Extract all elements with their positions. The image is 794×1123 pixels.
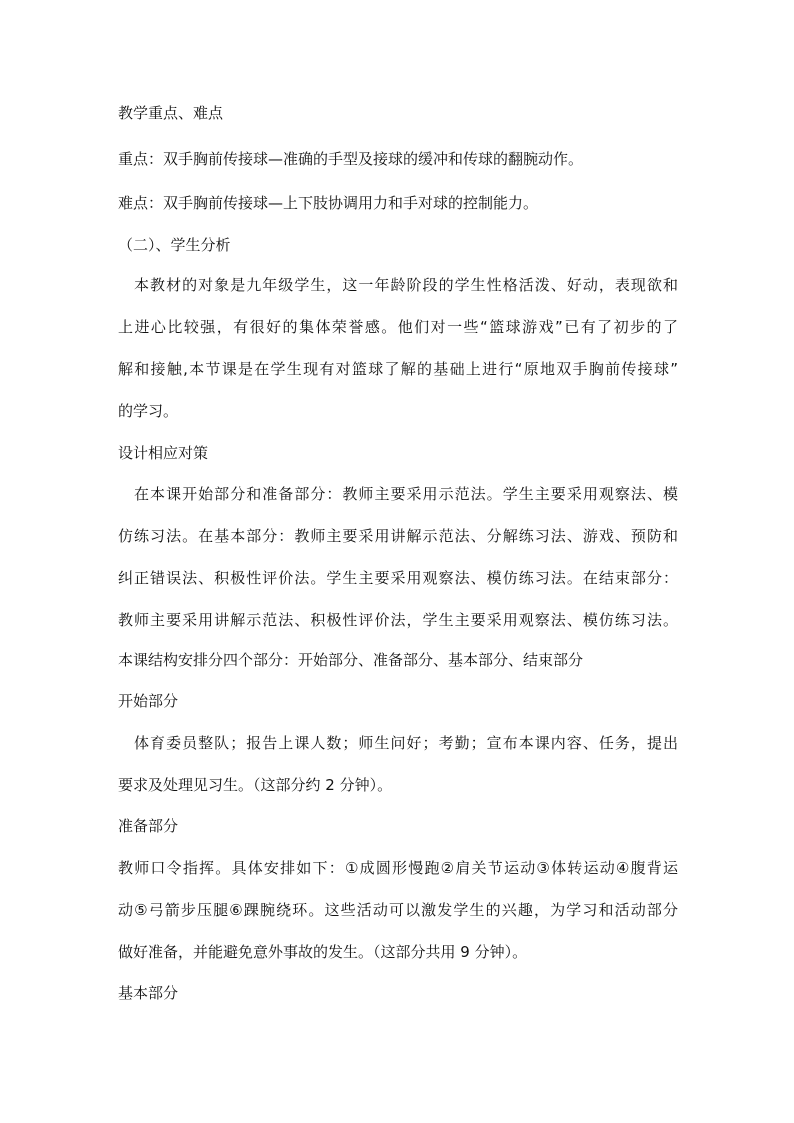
start-line-1: 体育委员整队；报告上课人数；师生问好；考勤；宣布本课内容、任务，提出 [118, 734, 678, 752]
strategy-paragraph [118, 483, 678, 651]
key-point-text: 重点：双手胸前传接球—准确的手型及接球的缓冲和传球的翻腕动作。 [118, 150, 584, 168]
heading-student-analysis: （二）、学生分析 [118, 236, 231, 254]
strategy-line-3: 纠正错误法、积极性评价法。学生主要采用观察法、模仿练习法。在结束部分： [118, 569, 678, 587]
start-paragraph [118, 732, 678, 816]
start-line-2: 要求及处理见习生。（这部分约 2 分钟）。 [118, 776, 393, 794]
student-analysis-line-1: 本教材的对象是九年级学生，这一年龄阶段的学生性格活泼、好动，表现欲和 [118, 276, 678, 294]
student-analysis-line-3: 解和接触,本节课是在学生现有对篮球了解的基础上进行“原地双手胸前传接球” [118, 360, 678, 378]
structure-summary: 本课结构安排分四个部分：开始部分、准备部分、基本部分、结束部分 [118, 651, 584, 669]
heading-strategy: 设计相应对策 [118, 444, 209, 462]
strategy-line-4: 教师主要采用讲解示范法、积极性评价法，学生主要采用观察法、模仿练习法。 [118, 611, 678, 629]
heading-key-points: 教学重点、难点 [118, 104, 224, 122]
strategy-line-2: 仿练习法。在基本部分：教师主要采用讲解示范法、分解练习法、游戏、预防和 [118, 527, 678, 545]
prepare-paragraph [118, 857, 678, 983]
heading-prepare: 准备部分 [118, 817, 179, 835]
difficult-point-text: 难点：双手胸前传接球—上下肢协调用力和手对球的控制能力。 [118, 194, 539, 212]
prepare-line-3: 做好准备，并能避免意外事故的发生。（这部分共用 9 分钟）。 [118, 943, 528, 961]
student-analysis-paragraph [118, 274, 678, 442]
heading-basic: 基本部分 [118, 984, 179, 1002]
student-analysis-line-4: 的学习。 [118, 402, 179, 420]
strategy-line-1: 在本课开始部分和准备部分：教师主要采用示范法。学生主要采用观察法、模 [118, 485, 678, 503]
prepare-line-2: 动⑤弓箭步压腿⑥踝腕绕环。这些活动可以激发学生的兴趣，为学习和活动部分 [118, 901, 678, 919]
prepare-line-1: 教师口令指挥。具体安排如下：①成圆形慢跑②肩关节运动③体转运动④腹背运 [118, 859, 678, 877]
heading-start: 开始部分 [118, 692, 179, 710]
student-analysis-line-2: 上进心比较强，有很好的集体荣誉感。他们对一些“篮球游戏”已有了初步的了 [118, 318, 678, 336]
